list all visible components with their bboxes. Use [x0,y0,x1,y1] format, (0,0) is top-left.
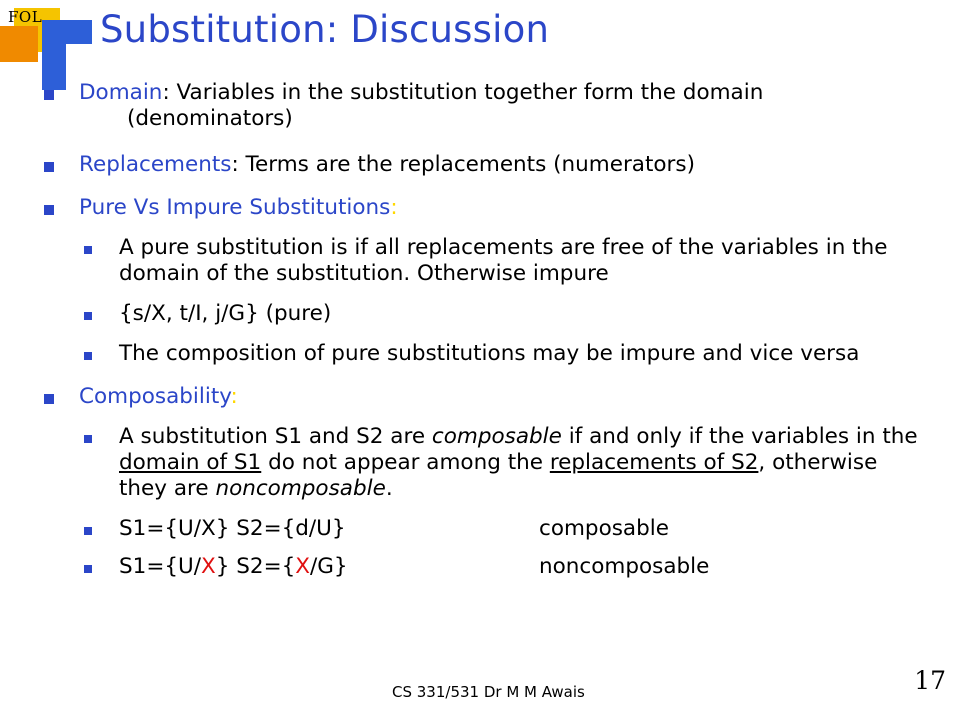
sub-bullet-composable-definition [42,424,922,502]
bullet-square-icon [44,90,54,100]
composability-term: Composability [79,384,231,409]
example-2-expression [119,554,539,580]
bullet-square-icon [44,205,54,215]
example-2-part-3: /G} [310,554,348,579]
example-2-result: noncomposable [539,554,710,579]
bullet-square-icon [44,394,54,404]
domain-text: : Variables in the substitution together form the domain [162,80,764,105]
pure-example-text: {s/X, t/I, j/G} (pure) [119,301,332,326]
comp-def-part-e: . [385,476,393,501]
sub-bullet-composition-note [42,341,922,367]
bullet-replacements [42,152,922,178]
comp-def-underline-domain: domain of S1 [119,450,262,475]
example-2-part-2: } S2={ [215,554,296,579]
replacements-text: : Terms are the replacements (numerators) [231,152,695,177]
bullet-composability [42,384,922,410]
comp-def-part-a: A substitution S1 and S2 are [119,424,432,449]
bullet-square-icon [84,527,92,535]
sub-bullet-pure-definition [42,235,922,287]
bullet-square-icon [84,565,92,573]
page-number: 17 [914,666,946,695]
sub-bullet-pure-example [42,301,922,327]
pure-impure-term: Pure Vs Impure Substitutions [79,195,391,220]
domain-term: Domain [79,80,163,105]
logo-bar-blue-horizontal [42,20,92,44]
comp-def-italic-noncomposable: noncomposable [215,476,386,501]
logo-square-orange [0,26,38,62]
bullet-domain [42,80,922,132]
slide-title: Substitution: Discussion [100,8,550,51]
slide-content [42,78,922,580]
comp-def-part-d: , otherwise they are [119,450,878,501]
bullet-pure-impure [42,195,922,221]
example-2-red-x-1: X [201,554,216,579]
bullet-square-icon [84,246,92,254]
comp-def-italic-composable: composable [431,424,562,449]
pure-impure-colon: : [390,195,398,220]
bullet-square-icon [84,435,92,443]
replacements-term: Replacements [79,152,232,177]
comp-def-part-b: if and only if the variables in the [561,424,918,449]
bullet-square-icon [84,312,92,320]
bullet-square-icon [44,162,54,172]
example-2-red-x-2: X [295,554,311,579]
example-2-part-1: S1={U/ [119,554,202,579]
comp-def-underline-replacements: replacements of S2 [549,450,759,475]
sub-bullet-example-composable [42,516,922,542]
composability-colon: : [230,384,238,409]
comp-def-part-c: do not appear among the [261,450,550,475]
footer-course: CS 331/531 Dr M M Awais [392,683,585,701]
domain-paren: (denominators) [127,106,293,131]
fol-tag: FOL [8,8,43,26]
example-1-result: composable [539,516,669,541]
pure-definition-text: A pure substitution is if all replacements are free of the variables in the domain of the substitution. Otherwise impure [119,235,888,286]
example-1-expression: S1={U/X} S2={d/U} [119,516,346,541]
composition-note-text: The composition of pure substitutions may be impure and vice versa [119,341,860,366]
bullet-square-icon [84,352,92,360]
sub-bullet-example-noncomposable [42,554,922,580]
